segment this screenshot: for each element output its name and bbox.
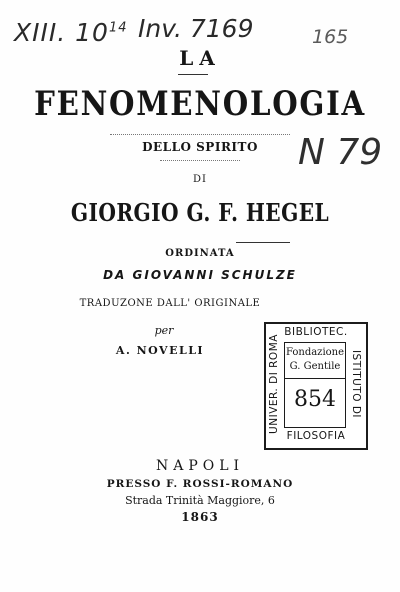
shelfmark-text: XIII. 10 [14, 18, 109, 47]
title-preposition: DI [193, 174, 207, 185]
title-subtitle: DELLO SPIRITO [142, 140, 258, 154]
shelfmark-superscript: 14 [108, 20, 128, 36]
handwritten-catalog-number: N 79 [298, 132, 383, 173]
title-article: LA [179, 46, 221, 70]
stamp-label-line2: G. Gentile [289, 361, 341, 372]
rule-under-subtitle [160, 160, 240, 161]
title-translation: TRADUZONE DALL' ORIGINALE [79, 298, 261, 309]
imprint-address: Strada Trinità Maggiore, 6 [125, 494, 275, 507]
handwritten-shelfmark [14, 18, 128, 47]
rule-under-author [236, 242, 290, 243]
title-author: GIORGIO G. F. HEGEL [70, 198, 330, 227]
title-editor: DA GIOVANNI SCHULZE [103, 268, 297, 282]
stamp-top-text: BIBLIOTEC. [284, 326, 348, 338]
title-ordered: ORDINATA [165, 248, 235, 259]
handwritten-inventory: Inv. 7169 [138, 14, 254, 43]
title-per: per [154, 324, 174, 337]
imprint-year: 1863 [181, 510, 219, 524]
title-translator: A. NOVELLI [115, 344, 205, 357]
library-stamp [264, 322, 368, 450]
stamp-bottom-text: FILOSOFIA [286, 430, 346, 442]
stamp-left-text: UNIVER. DI ROMA [268, 334, 280, 434]
title-main: FENOMENOLOGIA [34, 84, 366, 124]
imprint-publisher: PRESSO F. ROSSI-ROMANO [106, 478, 294, 490]
rule-under-article [178, 74, 208, 75]
stamp-label-divider [285, 378, 345, 379]
stamp-label-line1: Fondazione [285, 347, 345, 358]
stamp-right-text: ISTITUTO DI [350, 349, 362, 419]
imprint-city: NAPOLI [155, 458, 245, 474]
stamp-shelf-number: 854 [294, 387, 336, 412]
handwritten-page-number: 165 [312, 26, 349, 48]
stamp-label-box [284, 342, 346, 428]
rule-under-main-title [110, 134, 290, 135]
